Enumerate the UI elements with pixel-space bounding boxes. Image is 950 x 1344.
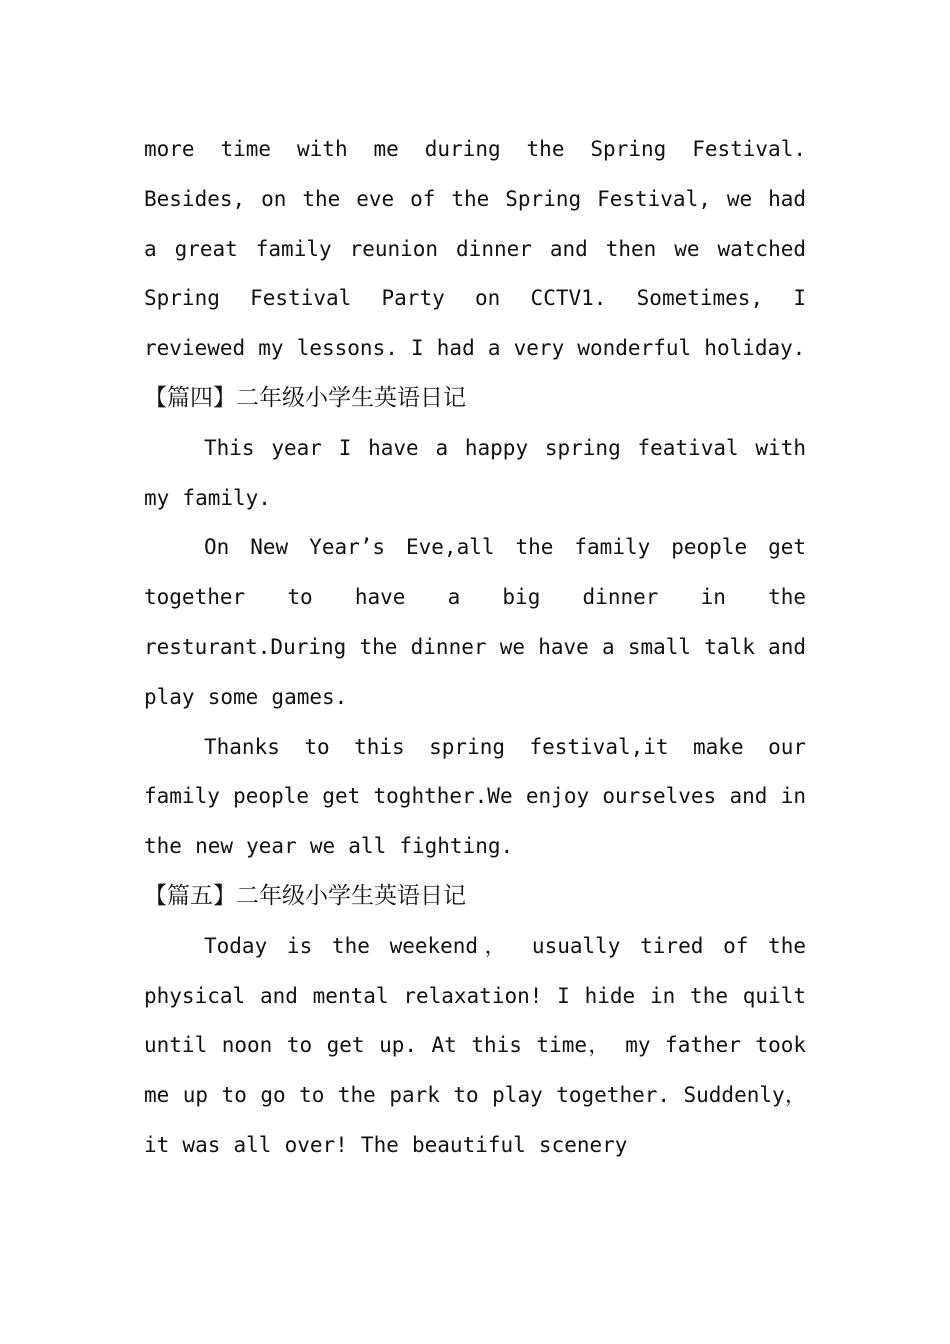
document-body (144, 125, 806, 1171)
paragraph-weekend: Today is the weekend， usually tired of the physical and mental relaxation! I hide in the quilt until noon to get up. At this time， my father took me up to go to the park to play together. Suddenly， it was all over! The beautiful scenery (144, 933, 806, 1157)
paragraph-new-years-eve: On New Year’s Eve,all the family people get together to have a big dinner in the resturant.During the dinner we have a small talk and play some games. (144, 535, 806, 709)
paragraph-holiday-end: more time with me during the Spring Festival. Besides, on the eve of the Spring Festival, we had a great family reunion dinner and then we watched Spring Festival Party on CCTV1. Sometimes, I reviewed my lessons. I had a very wonderful holiday. (144, 137, 806, 361)
section-heading-5: 【篇五】二年级小学生英语日记 (144, 882, 466, 909)
section-heading-4: 【篇四】二年级小学生英语日记 (144, 384, 466, 411)
paragraph-thanks: Thanks to this spring festival,it make our family people get toghther.We enjoy ourselves and in the new year we all fighting. (144, 734, 806, 859)
paragraph-spring-festival-intro: This year I have a happy spring featival with my family. (144, 435, 806, 510)
